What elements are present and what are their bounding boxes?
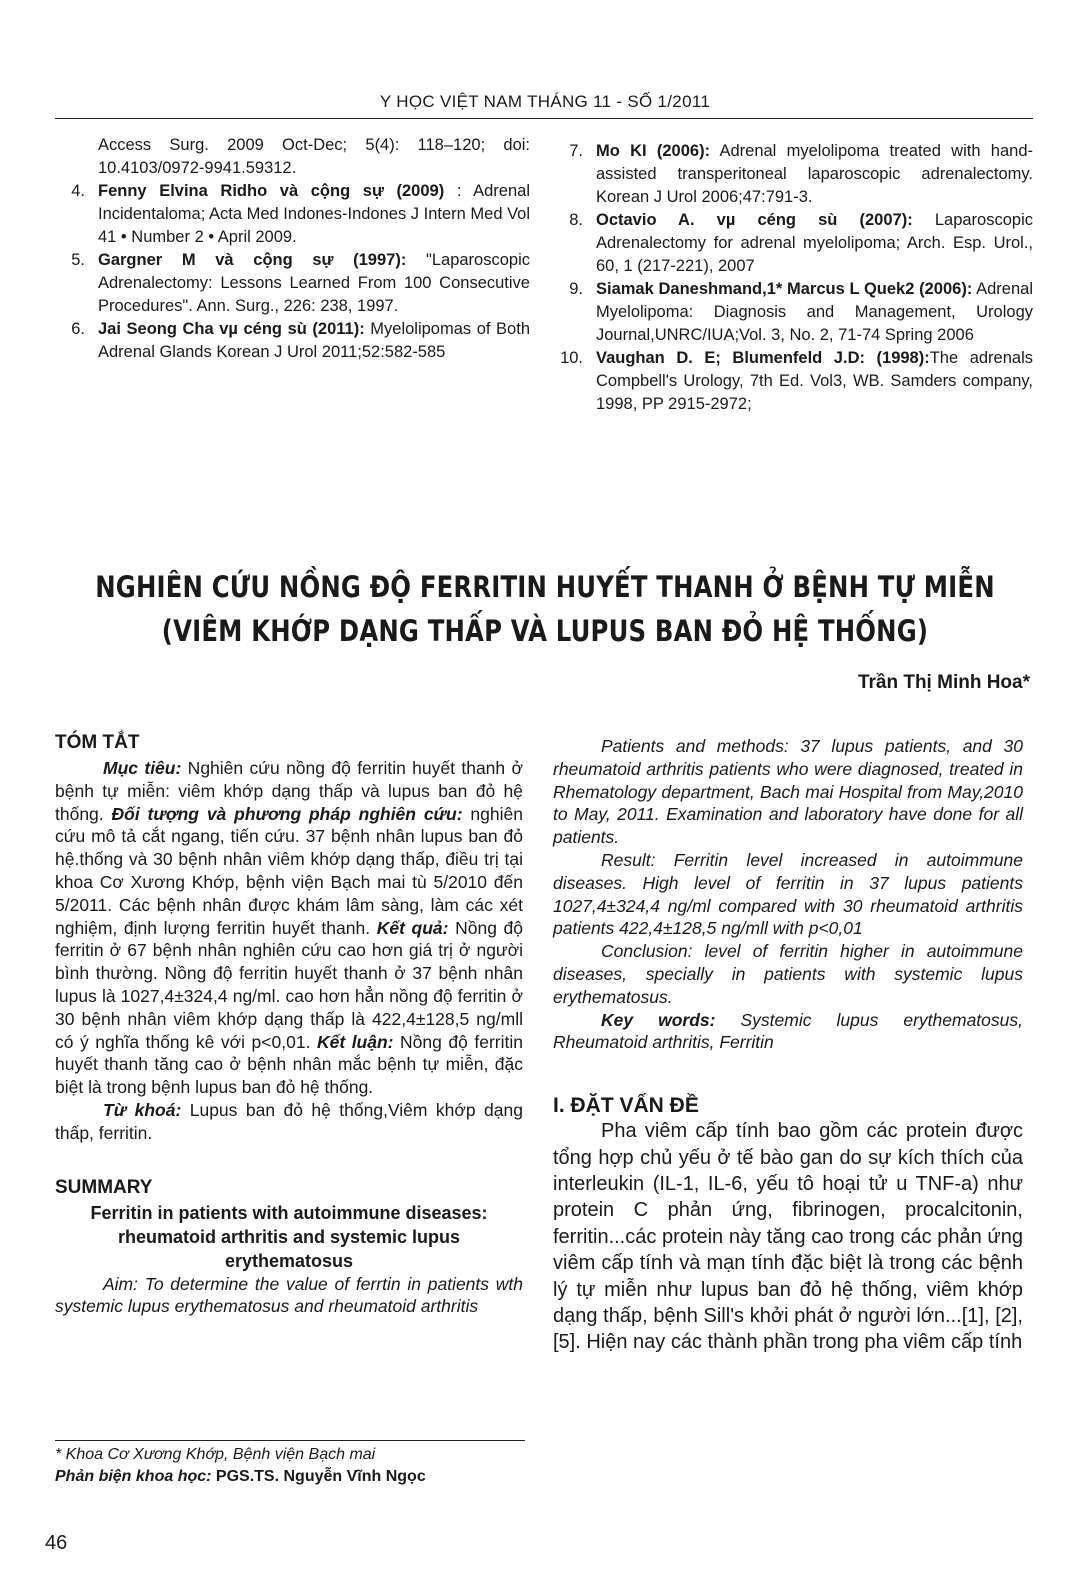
reference-number: 6. [71,320,85,338]
reference-text: "Laparoscopic Adrenalectomy: Lessons Learned From 100 Consecutive Procedures". Ann. Surg., 226: 238, 1997. [98,251,530,315]
summary-key-words [553,1009,1023,1055]
summary-conclusion: Conclusion: level of ferritin higher in autoimmune diseases, specially in patients with systemic lupus erythematosus. [553,941,1023,1007]
ket-qua-text: Nồng độ ferritin ở 67 bệnh nhân nghiên cứu cao hơn giá trị ở người bình thường. Nồng độ ferritin huyết thanh ở 37 bệnh nhân lupus là 1027,4±324,4 ng/ml. cao hơn hẳn nồng độ ferritin ở 30 bệnh nhân viêm khớp dạng thấp là 422,4±128,5 ng/mll có ý nghĩa thống kê với p<0,01. [55,917,524,1052]
journal-header: Y HỌC VIỆT NAM THÁNG 11 - SỐ 1/2011 [379,92,711,111]
article-author: Trần Thị Minh Hoa* [857,672,1030,693]
reference-text: Laparoscopic Adrenalectomy for adrenal myelolipoma; Arch. Esp. Urol., 60, 1 (217-221), 2007 [596,211,1033,275]
footnote-reviewer [55,1466,535,1488]
reference-text: Access Surg. 2009 Oct-Dec; 5(4): 118–120; doi: 10.4103/0972-9941.59312. [98,136,530,177]
reference-item [553,347,1033,416]
tu-khoa-text: Lupus ban đỏ hệ thống,Viêm khớp dạng thấp, ferritin. [55,1099,523,1143]
tu-khoa-label: Từ khoá: [103,1099,182,1120]
tu-khoa-paragraph [55,1099,523,1145]
reference-item [55,134,530,180]
tomtat-body [55,757,523,1099]
page-number: 46 [45,1532,68,1554]
reference-number: 5. [71,251,85,269]
reference-text: Adrenal myelolipoma treated with hand-assisted transperitoneal laparoscopic adrenalectomy. Korean J Urol 2006;47:791-3. [596,142,1034,206]
footnote-rule [55,1440,525,1441]
reference-item [553,209,1033,278]
reference-text: Myelolipomas of Both Adrenal Glands Korean J Urol 2011;52:582-585 [98,320,530,361]
footnote-affiliation: * Khoa Cơ Xương Khớp, Bệnh viện Bạch mai [55,1446,376,1463]
reference-item [553,278,1033,347]
reference-number: 9. [569,280,583,298]
article-title-line-2: (VIÊM KHỚP DẠNG THẤP VÀ LUPUS BAN ĐỎ HỆ THỐNG) [161,614,929,648]
summary-patients-methods: Patients and methods: 37 lupus patients, and 30 rheumatoid arthritis patients who were diagnosed, treated in Rhematology department, Bach mai Hospital from May,2010 to May, 2011. Examination and laboratory have done for all patients. [553,736,1023,848]
references-right [553,140,1033,416]
reference-author: Jai Seong Cha vµ céng sù (2011): [98,320,365,338]
summary-heading: SUMMARY [55,1176,153,1198]
reference-item [55,180,530,249]
intro-heading: I. ĐẶT VẤN ĐỀ [553,1094,699,1118]
reference-author: Mo KI (2006): [596,142,711,160]
reference-number: 7. [569,142,583,160]
reference-author: Fenny Elvina Ridho và cộng sự (2009) [98,182,445,200]
references-left [55,134,530,364]
ket-qua-label: Kết quả: [376,917,449,938]
doi-tuong-label: Đối tượng và phương pháp nghiên cứu: [111,803,463,824]
muc-tieu-label: Mục tiêu: [103,758,182,778]
reference-item [55,318,530,364]
reference-item [55,249,530,318]
header-rule [55,118,1033,119]
reference-author: Vaughan D. E; Blumenfeld J.D: (1998): [596,349,930,367]
muc-tieu-text: Nghiên cứu nồng độ ferritin huyết thanh ở bệnh tự miễn: viêm khớp dạng thấp và lupus ban đỏ hệ thống. [55,758,523,824]
reference-text: The adrenals Compbell's Urology, 7th Ed. Vol3, WB. Samders company, 1998, PP 2915-2972; [596,349,1033,413]
summary-title: Ferritin in patients with autoimmune diseases: rheumatoid arthritis and systemic lupus erythematosus [90,1202,488,1271]
doi-tuong-text: nghiên cứu mô tả cắt ngang, tiến cứu. 37 bệnh nhân lupus ban đỏ hệ.thống và 30 bệnh nhân viêm khớp dạng thấp, điều trị tại khoa Cơ Xương Khớp, bệnh viện Bạch mai tù 5/2010 đến 5/2011. Các bệnh nhân được khám lâm sàng, làm các xét nghiệm, định lượng ferritin huyết thanh. [55,803,523,938]
article-title-line-1: NGHIÊN CỨU NỒNG ĐỘ FERRITIN HUYẾT THANH Ở BỆNH TỰ MIỄN [95,570,995,604]
ket-luan-text: Nồng độ ferritin huyết thanh tăng cao ở bệnh nhân mắc bệnh tự miễn, đặc biệt là trong bệnh lupus ban đỏ hệ thống. [55,1031,523,1098]
summary-result: Result: Ferritin level increased in autoimmune diseases. High level of ferritin in 37 lupus patients 1027,4±324,4 ng/ml compared with 30 rheumatoid arthritis patients 422,4±128,5 ng/mll with p<0,01 [553,849,1023,939]
tomtat-heading: TÓM TẮT [55,732,140,753]
key-words-label: Key words: [601,1009,716,1030]
left-column [55,732,523,1318]
right-column [553,735,1023,1356]
ket-luan-label: Kết luận: [316,1031,394,1052]
key-words-text: Systemic lupus erythematosus, Rheumatoid arthritis, Ferritin [553,1009,1023,1053]
reviewer-label: Phản biện khoa học: [55,1468,212,1485]
summary-aim: Aim: To determine the value of ferrtin in patients wth systemic lupus erythematosus and rheumatoid arthritis [55,1273,523,1317]
intro-text: Pha viêm cấp tính bao gồm các protein được tổng hợp chủ yếu ở tế bào gan do sự kích thích của interleukin (IL-1, IL-6, yếu tô hoại tử u TNF-a) như protein C phản ứng, fibrinogen, procalcitonin, ferritin...các protein này tăng cao trong các phản ứng viêm cấp tính và mạn tính đặc biệt là trong các bệnh lý tự miễn như lupus ban đỏ hệ thống, viêm khớp dạng thấp, bệnh Sill's khởi phát ở người lớn...[1], [2], [5]. Hiện nay các thành phần trong pha viêm cấp tính [553,1120,1023,1354]
footnote [55,1444,535,1488]
reference-number: 10. [560,349,583,367]
reference-item [553,140,1033,209]
reference-author: Gargner M và cộng sự (1997): [98,251,407,269]
reference-text: : Adrenal Incidentaloma; Acta Med Indones-Indones J Intern Med Vol 41 • Number 2 • April 2009. [98,182,531,246]
reviewer-name: PGS.TS. Nguyễn Vĩnh Ngọc [211,1468,426,1485]
reference-author: Siamak Daneshmand,1* Marcus L Quek2 (2006): [596,280,973,298]
reference-author: Octavio A. vµ céng sù (2007): [596,211,913,229]
reference-number: 8. [569,211,583,229]
reference-number: 4. [71,182,85,200]
reference-text: Adrenal Myelolipoma: Diagnosis and Management, Urology Journal,UNRC/IUA;Vol. 3, No. 2, 71-74 Spring 2006 [596,280,1033,344]
